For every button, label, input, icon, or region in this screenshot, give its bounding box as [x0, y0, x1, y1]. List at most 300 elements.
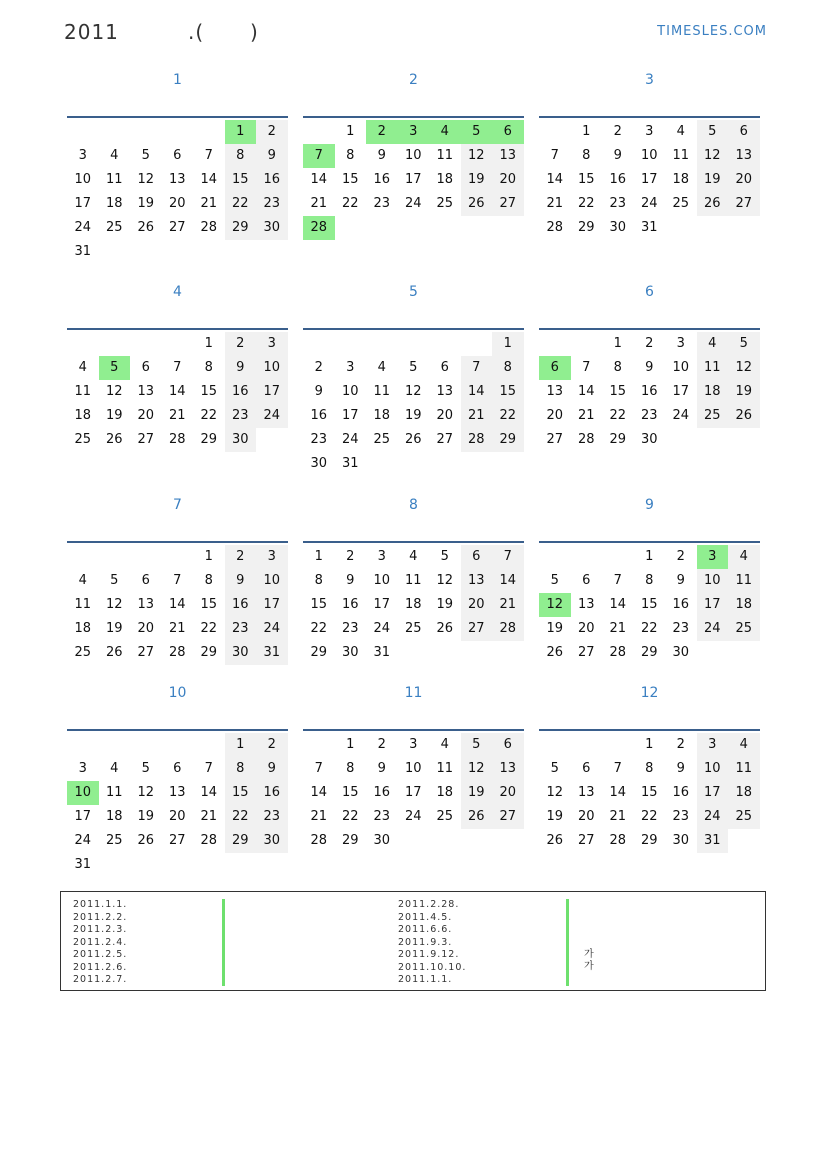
- day-cell-holiday: 5: [461, 120, 493, 144]
- empty-cell: [429, 332, 461, 356]
- day-cell: 24: [404, 809, 422, 824]
- day-cell: 30: [310, 456, 328, 471]
- day-cell-holiday: 3: [697, 545, 729, 569]
- day-cell: 14: [461, 380, 493, 404]
- day-cell: 6: [141, 360, 150, 375]
- day-cell: 26: [404, 432, 422, 447]
- day-cell: 18: [105, 196, 123, 211]
- day-cell: 21: [577, 408, 595, 423]
- day-cell: 6: [461, 545, 493, 569]
- day-cell: 26: [105, 645, 123, 660]
- day-cell: 11: [728, 757, 760, 781]
- day-cell: 9: [613, 148, 622, 163]
- day-cell: 12: [697, 144, 729, 168]
- day-cell: 8: [645, 573, 654, 588]
- day-cell: 27: [577, 833, 595, 848]
- day-cell: 25: [672, 196, 690, 211]
- day-cell: 22: [341, 809, 359, 824]
- day-cell: 21: [310, 809, 328, 824]
- legend-date: 2011.2.6.: [73, 961, 128, 973]
- empty-cell: [162, 733, 194, 757]
- month-rule: [67, 328, 288, 330]
- day-cell: 4: [110, 148, 119, 163]
- day-cell-holiday: 4: [429, 120, 461, 144]
- month-days: [539, 733, 760, 853]
- legend-right-list: [398, 899, 466, 987]
- month-block: [67, 497, 288, 665]
- day-cell: 20: [168, 809, 186, 824]
- empty-cell: [162, 545, 194, 569]
- empty-cell: [461, 332, 493, 356]
- month-block: [67, 685, 288, 877]
- month-rule: [303, 116, 524, 118]
- empty-cell: [162, 332, 194, 356]
- day-cell: 22: [492, 404, 524, 428]
- day-cell: 28: [310, 833, 328, 848]
- day-cell: 15: [492, 380, 524, 404]
- empty-cell: [130, 332, 162, 356]
- brand-logo[interactable]: TIMESLES.COM: [657, 24, 767, 39]
- day-cell: 18: [436, 172, 454, 187]
- month-block: [539, 497, 760, 665]
- day-cell: 5: [728, 332, 760, 356]
- month-label: 11: [404, 685, 423, 701]
- day-cell: 1: [346, 124, 355, 139]
- day-cell: 18: [105, 809, 123, 824]
- month-block: [303, 72, 524, 240]
- day-cell: 28: [461, 428, 493, 452]
- day-cell: 2: [346, 549, 355, 564]
- day-cell: 12: [461, 757, 493, 781]
- legend-date: 2011.9.3.: [398, 936, 453, 948]
- day-cell: 10: [74, 172, 92, 187]
- day-cell: 25: [74, 432, 92, 447]
- day-cell: 24: [256, 617, 288, 641]
- month-label: 3: [645, 72, 654, 88]
- day-cell: 13: [137, 384, 155, 399]
- day-cell: 20: [168, 196, 186, 211]
- day-cell: 3: [645, 124, 654, 139]
- empty-cell: [539, 545, 571, 569]
- day-cell: 30: [225, 641, 257, 665]
- day-cell: 26: [436, 621, 454, 636]
- day-cell: 14: [546, 172, 564, 187]
- day-cell: 11: [697, 356, 729, 380]
- empty-cell: [193, 120, 225, 144]
- day-cell: 20: [137, 621, 155, 636]
- empty-cell: [99, 733, 131, 757]
- empty-cell: [303, 733, 335, 757]
- month-days: [303, 332, 524, 476]
- day-cell: 20: [436, 408, 454, 423]
- day-cell: 10: [404, 148, 422, 163]
- day-cell: 5: [141, 761, 150, 776]
- day-cell: 20: [137, 408, 155, 423]
- day-cell: 4: [78, 573, 87, 588]
- day-cell: 7: [461, 356, 493, 380]
- day-cell: 15: [577, 172, 595, 187]
- day-cell: 24: [672, 408, 690, 423]
- day-cell: 25: [728, 617, 760, 641]
- day-cell: 26: [461, 805, 493, 829]
- day-cell: 29: [225, 829, 257, 853]
- day-cell: 7: [173, 573, 182, 588]
- day-cell: 7: [492, 545, 524, 569]
- day-cell-holiday: 6: [539, 356, 571, 380]
- day-cell: 26: [137, 833, 155, 848]
- day-cell: 14: [609, 597, 627, 612]
- day-cell: 21: [310, 196, 328, 211]
- day-cell: 26: [546, 833, 564, 848]
- month-block: [539, 685, 760, 853]
- day-cell: 24: [640, 196, 658, 211]
- legend-date: 2011.2.2.: [73, 911, 128, 923]
- day-cell: 15: [225, 168, 257, 192]
- day-cell: 20: [728, 168, 760, 192]
- day-cell: 15: [341, 172, 359, 187]
- empty-cell: [67, 332, 99, 356]
- day-cell: 28: [546, 220, 564, 235]
- day-cell: 20: [577, 621, 595, 636]
- legend-left-list: [73, 899, 127, 987]
- day-cell: 19: [105, 621, 123, 636]
- day-cell: 22: [225, 805, 257, 829]
- day-cell: 19: [404, 408, 422, 423]
- empty-cell: [571, 332, 603, 356]
- month-days: [303, 733, 524, 853]
- day-cell: 18: [404, 597, 422, 612]
- day-cell: 19: [697, 168, 729, 192]
- day-cell: 9: [676, 573, 685, 588]
- empty-cell: [366, 332, 398, 356]
- day-cell: 27: [137, 645, 155, 660]
- day-cell: 29: [341, 833, 359, 848]
- day-cell: 4: [110, 761, 119, 776]
- day-cell: 7: [582, 360, 591, 375]
- day-cell: 11: [373, 384, 391, 399]
- day-cell: 21: [168, 621, 186, 636]
- day-cell: 22: [640, 621, 658, 636]
- day-cell: 25: [728, 805, 760, 829]
- day-cell: 1: [645, 549, 654, 564]
- day-cell: 10: [256, 356, 288, 380]
- month-rule: [303, 328, 524, 330]
- month-days: [67, 733, 288, 877]
- day-cell: 7: [173, 360, 182, 375]
- day-cell: 6: [728, 120, 760, 144]
- day-cell: 25: [436, 196, 454, 211]
- day-cell-holiday: 3: [398, 120, 430, 144]
- day-cell: 12: [546, 785, 564, 800]
- day-cell: 8: [346, 761, 355, 776]
- day-cell: 22: [341, 196, 359, 211]
- day-cell: 13: [168, 785, 186, 800]
- day-cell: 21: [200, 196, 218, 211]
- day-cell: 11: [74, 384, 92, 399]
- day-cell: 7: [204, 148, 213, 163]
- day-cell: 10: [697, 569, 729, 593]
- day-cell: 19: [728, 380, 760, 404]
- month-rule: [539, 729, 760, 731]
- empty-cell: [303, 332, 335, 356]
- day-cell: 15: [200, 597, 218, 612]
- legend-date: 2011.2.28.: [398, 899, 460, 910]
- empty-cell: [130, 545, 162, 569]
- day-cell: 14: [310, 172, 328, 187]
- day-cell: 9: [314, 384, 323, 399]
- month-label: 8: [409, 497, 418, 513]
- title-paren-open: .(: [188, 20, 205, 44]
- day-cell: 27: [168, 833, 186, 848]
- day-cell: 16: [373, 172, 391, 187]
- day-cell: 24: [256, 404, 288, 428]
- day-cell: 15: [200, 384, 218, 399]
- day-cell: 11: [105, 785, 123, 800]
- day-cell: 4: [377, 360, 386, 375]
- month-label: 6: [645, 284, 654, 300]
- day-cell: 11: [728, 569, 760, 593]
- day-cell: 3: [377, 549, 386, 564]
- legend-bar-right: [566, 899, 569, 986]
- day-cell: 20: [492, 781, 524, 805]
- day-cell: 3: [256, 545, 288, 569]
- day-cell: 29: [609, 432, 627, 447]
- day-cell: 23: [256, 192, 288, 216]
- day-cell: 25: [697, 404, 729, 428]
- month-rule: [303, 729, 524, 731]
- day-cell: 26: [728, 404, 760, 428]
- day-cell: 27: [461, 617, 493, 641]
- day-cell: 17: [74, 809, 92, 824]
- day-cell: 9: [346, 573, 355, 588]
- day-cell: 5: [141, 148, 150, 163]
- day-cell: 2: [676, 549, 685, 564]
- day-cell: 15: [341, 785, 359, 800]
- month-label: 4: [173, 284, 182, 300]
- day-cell: 21: [492, 593, 524, 617]
- day-cell: 19: [546, 809, 564, 824]
- day-cell: 12: [728, 356, 760, 380]
- day-cell: 13: [168, 172, 186, 187]
- day-cell: 22: [640, 809, 658, 824]
- empty-cell: [602, 733, 634, 757]
- empty-cell: [539, 733, 571, 757]
- day-cell: 30: [341, 645, 359, 660]
- day-cell: 9: [377, 148, 386, 163]
- day-cell: 15: [310, 597, 328, 612]
- day-cell: 18: [436, 785, 454, 800]
- legend-date: 2011.2.4.: [73, 936, 128, 948]
- day-cell: 19: [137, 809, 155, 824]
- day-cell: 30: [609, 220, 627, 235]
- month-rule: [539, 541, 760, 543]
- day-cell: 4: [728, 545, 760, 569]
- day-cell: 16: [310, 408, 328, 423]
- empty-cell: [67, 733, 99, 757]
- day-cell: 21: [609, 621, 627, 636]
- empty-cell: [571, 733, 603, 757]
- legend-note: 가: [584, 949, 594, 960]
- day-cell: 13: [546, 384, 564, 399]
- day-cell: 16: [609, 172, 627, 187]
- day-cell: 8: [314, 573, 323, 588]
- day-cell: 8: [492, 356, 524, 380]
- day-cell: 29: [640, 645, 658, 660]
- empty-cell: [99, 120, 131, 144]
- day-cell: 12: [105, 384, 123, 399]
- day-cell: 19: [436, 597, 454, 612]
- month-block: [67, 72, 288, 264]
- day-cell: 9: [225, 356, 257, 380]
- day-cell: 16: [341, 597, 359, 612]
- legend-date: 2011.2.3.: [73, 924, 128, 935]
- day-cell: 30: [672, 833, 690, 848]
- day-cell: 24: [74, 833, 92, 848]
- day-cell: 1: [204, 336, 213, 351]
- month-rule: [67, 116, 288, 118]
- empty-cell: [571, 545, 603, 569]
- day-cell: 16: [672, 785, 690, 800]
- day-cell: 13: [492, 757, 524, 781]
- day-cell-holiday: 10: [67, 781, 99, 805]
- day-cell: 1: [613, 336, 622, 351]
- day-cell: 22: [200, 621, 218, 636]
- day-cell: 25: [404, 621, 422, 636]
- month-block: [303, 284, 524, 476]
- day-cell: 1: [492, 332, 524, 356]
- day-cell: 22: [225, 192, 257, 216]
- day-cell: 8: [582, 148, 591, 163]
- day-cell: 27: [168, 220, 186, 235]
- month-label: 9: [645, 497, 654, 513]
- day-cell: 27: [436, 432, 454, 447]
- day-cell: 6: [173, 148, 182, 163]
- day-cell: 9: [256, 757, 288, 781]
- day-cell: 29: [577, 220, 595, 235]
- day-cell: 15: [609, 384, 627, 399]
- day-cell: 20: [577, 809, 595, 824]
- day-cell: 3: [697, 733, 729, 757]
- day-cell: 2: [613, 124, 622, 139]
- day-cell: 14: [168, 384, 186, 399]
- day-cell: 1: [225, 733, 257, 757]
- day-cell: 17: [672, 384, 690, 399]
- day-cell: 31: [256, 641, 288, 665]
- day-cell: 13: [436, 384, 454, 399]
- day-cell: 4: [697, 332, 729, 356]
- day-cell: 28: [200, 833, 218, 848]
- day-cell: 13: [577, 785, 595, 800]
- day-cell: 8: [645, 761, 654, 776]
- day-cell: 10: [640, 148, 658, 163]
- day-cell: 31: [74, 244, 92, 259]
- day-cell: 23: [373, 809, 391, 824]
- day-cell: 17: [697, 781, 729, 805]
- day-cell: 8: [225, 757, 257, 781]
- day-cell: 8: [204, 360, 213, 375]
- day-cell: 10: [341, 384, 359, 399]
- day-cell: 11: [74, 597, 92, 612]
- month-block: [539, 72, 760, 240]
- month-rule: [539, 116, 760, 118]
- day-cell: 21: [200, 809, 218, 824]
- day-cell: 17: [341, 408, 359, 423]
- day-cell: 24: [341, 432, 359, 447]
- day-cell: 21: [168, 408, 186, 423]
- day-cell: 26: [105, 432, 123, 447]
- day-cell: 13: [461, 569, 493, 593]
- day-cell: 23: [672, 809, 690, 824]
- day-cell: 17: [74, 196, 92, 211]
- day-cell: 17: [404, 785, 422, 800]
- day-cell: 5: [550, 573, 559, 588]
- day-cell: 21: [609, 809, 627, 824]
- day-cell: 12: [137, 172, 155, 187]
- day-cell: 2: [314, 360, 323, 375]
- day-cell: 19: [461, 781, 493, 805]
- day-cell: 22: [609, 408, 627, 423]
- day-cell: 10: [373, 573, 391, 588]
- month-days: [303, 120, 524, 240]
- day-cell: 30: [640, 432, 658, 447]
- month-days: [67, 120, 288, 264]
- day-cell: 13: [137, 597, 155, 612]
- day-cell: 22: [577, 196, 595, 211]
- day-cell: 31: [640, 220, 658, 235]
- day-cell: 5: [110, 573, 119, 588]
- day-cell-holiday: 1: [225, 120, 257, 144]
- day-cell-holiday: 28: [303, 216, 335, 240]
- day-cell: 14: [310, 785, 328, 800]
- day-cell: 24: [373, 621, 391, 636]
- day-cell: 12: [436, 573, 454, 588]
- day-cell: 4: [409, 549, 418, 564]
- day-cell: 16: [256, 781, 288, 805]
- legend-date: 2011.1.1.: [73, 899, 128, 910]
- day-cell: 23: [225, 617, 257, 641]
- day-cell: 17: [404, 172, 422, 187]
- day-cell: 28: [168, 432, 186, 447]
- day-cell: 9: [256, 144, 288, 168]
- day-cell: 29: [200, 432, 218, 447]
- month-label: 12: [640, 685, 659, 701]
- day-cell: 21: [461, 404, 493, 428]
- month-days: [539, 120, 760, 240]
- day-cell: 27: [728, 192, 760, 216]
- day-cell: 23: [640, 408, 658, 423]
- day-cell: 25: [74, 645, 92, 660]
- day-cell: 11: [672, 148, 690, 163]
- day-cell: 26: [461, 192, 493, 216]
- day-cell: 18: [697, 380, 729, 404]
- day-cell: 5: [550, 761, 559, 776]
- legend-date: 2011.6.6.: [398, 924, 453, 935]
- day-cell: 13: [492, 144, 524, 168]
- day-cell: 14: [168, 597, 186, 612]
- day-cell: 13: [728, 144, 760, 168]
- legend-bar-left: [222, 899, 225, 986]
- empty-cell: [602, 545, 634, 569]
- day-cell: 12: [137, 785, 155, 800]
- day-cell: 21: [546, 196, 564, 211]
- day-cell: 2: [225, 332, 257, 356]
- day-cell: 27: [577, 645, 595, 660]
- day-cell: 29: [200, 645, 218, 660]
- day-cell: 28: [609, 833, 627, 848]
- day-cell: 11: [436, 761, 454, 776]
- day-cell: 20: [492, 168, 524, 192]
- day-cell: 27: [492, 192, 524, 216]
